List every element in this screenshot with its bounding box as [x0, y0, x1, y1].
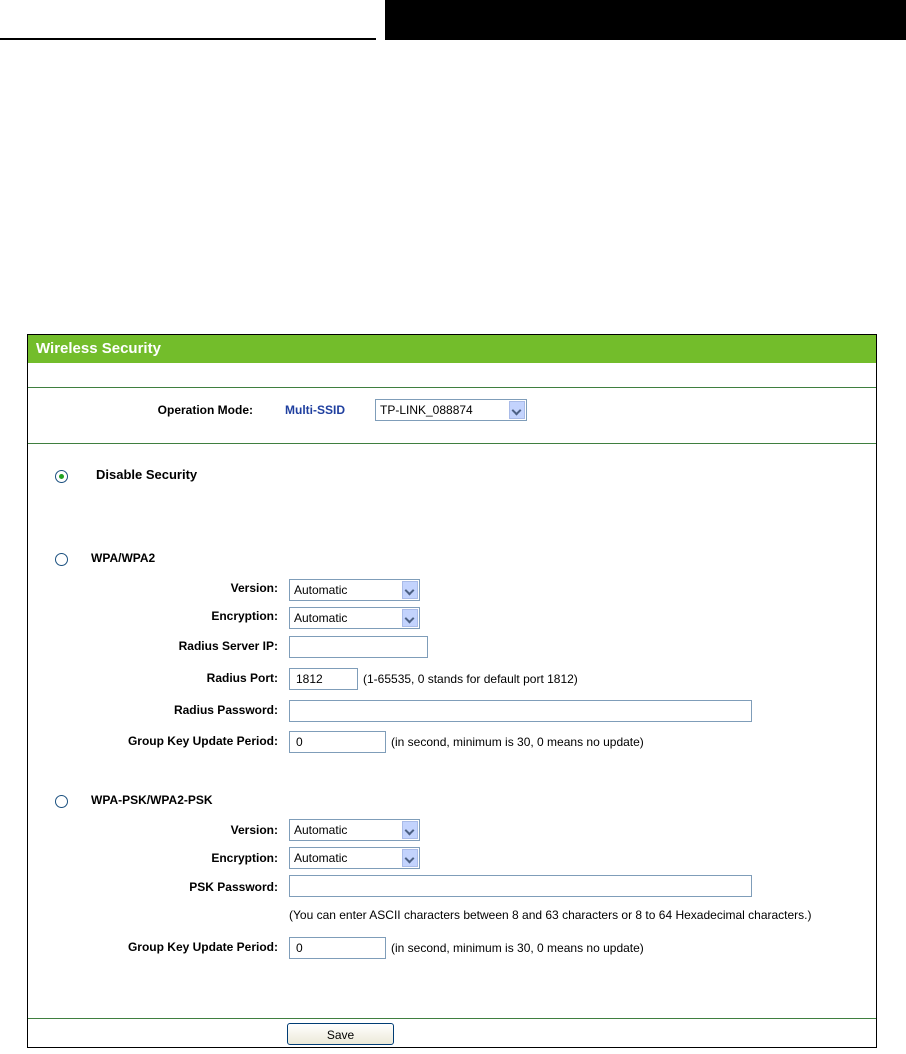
operation-mode-label: Operation Mode:: [157, 403, 253, 417]
wpa-label: WPA/WPA2: [91, 551, 156, 565]
psk-encryption-label: Encryption:: [211, 851, 278, 865]
save-button[interactable]: Save: [287, 1023, 394, 1045]
psk-encryption-value: Automatic: [294, 851, 348, 865]
psk-group-key-label: Group Key Update Period:: [127, 940, 278, 954]
wpa-encryption-label: Encryption:: [211, 609, 278, 623]
chevron-down-icon[interactable]: [402, 609, 418, 627]
wpa-encryption-select[interactable]: [289, 607, 420, 629]
psk-password-label: PSK Password:: [189, 880, 278, 894]
divider: [28, 1018, 876, 1019]
psk-password-hint: (You can enter ASCII characters between 8 and 63 characters or 8 to 64 Hexadecimal characters.): [289, 908, 812, 922]
chevron-down-icon[interactable]: [509, 401, 525, 419]
panel-title: Wireless Security: [28, 335, 876, 363]
wpa-radio[interactable]: [55, 553, 68, 566]
wpa-encryption-value: Automatic: [294, 611, 348, 625]
header-rule: [0, 38, 376, 40]
radius-port-hint: (1-65535, 0 stands for default port 1812): [363, 672, 578, 686]
wpa-version-label: Version:: [230, 581, 278, 595]
wpa-psk-label: WPA-PSK/WPA2-PSK: [91, 793, 213, 807]
radius-password-label: Radius Password:: [173, 703, 278, 717]
multi-ssid-label: Multi-SSID: [285, 403, 345, 417]
wpa-version-value: Automatic: [294, 583, 348, 597]
psk-group-key-input[interactable]: 0: [289, 937, 386, 959]
wpa-group-key-input[interactable]: 0: [289, 731, 386, 753]
disable-security-label: Disable Security: [96, 467, 198, 482]
radius-server-ip-label: Radius Server IP:: [178, 639, 278, 653]
psk-group-key-hint: (in second, minimum is 30, 0 means no update): [391, 941, 644, 955]
radius-password-input[interactable]: [289, 700, 752, 722]
ssid-select[interactable]: [375, 399, 527, 421]
divider: [28, 443, 876, 444]
psk-encryption-select[interactable]: [289, 847, 420, 869]
header-bar: [385, 0, 906, 40]
chevron-down-icon[interactable]: [402, 821, 418, 839]
wpa-version-select[interactable]: [289, 579, 420, 601]
ssid-select-value: TP-LINK_088874: [380, 403, 473, 417]
psk-version-value: Automatic: [294, 823, 348, 837]
chevron-down-icon[interactable]: [402, 849, 418, 867]
wpa-group-key-hint: (in second, minimum is 30, 0 means no update): [391, 735, 644, 749]
radius-port-label: Radius Port:: [206, 671, 278, 685]
radius-server-ip-input[interactable]: [289, 636, 428, 658]
wireless-security-panel: [27, 334, 877, 1048]
wpa-psk-radio[interactable]: [55, 795, 68, 808]
psk-password-input[interactable]: [289, 875, 752, 897]
chevron-down-icon[interactable]: [402, 581, 418, 599]
divider: [28, 387, 876, 388]
disable-security-radio[interactable]: [55, 470, 68, 483]
psk-version-label: Version:: [230, 823, 278, 837]
radius-port-input[interactable]: 1812: [289, 668, 358, 690]
psk-version-select[interactable]: [289, 819, 420, 841]
wpa-group-key-label: Group Key Update Period:: [127, 734, 278, 748]
